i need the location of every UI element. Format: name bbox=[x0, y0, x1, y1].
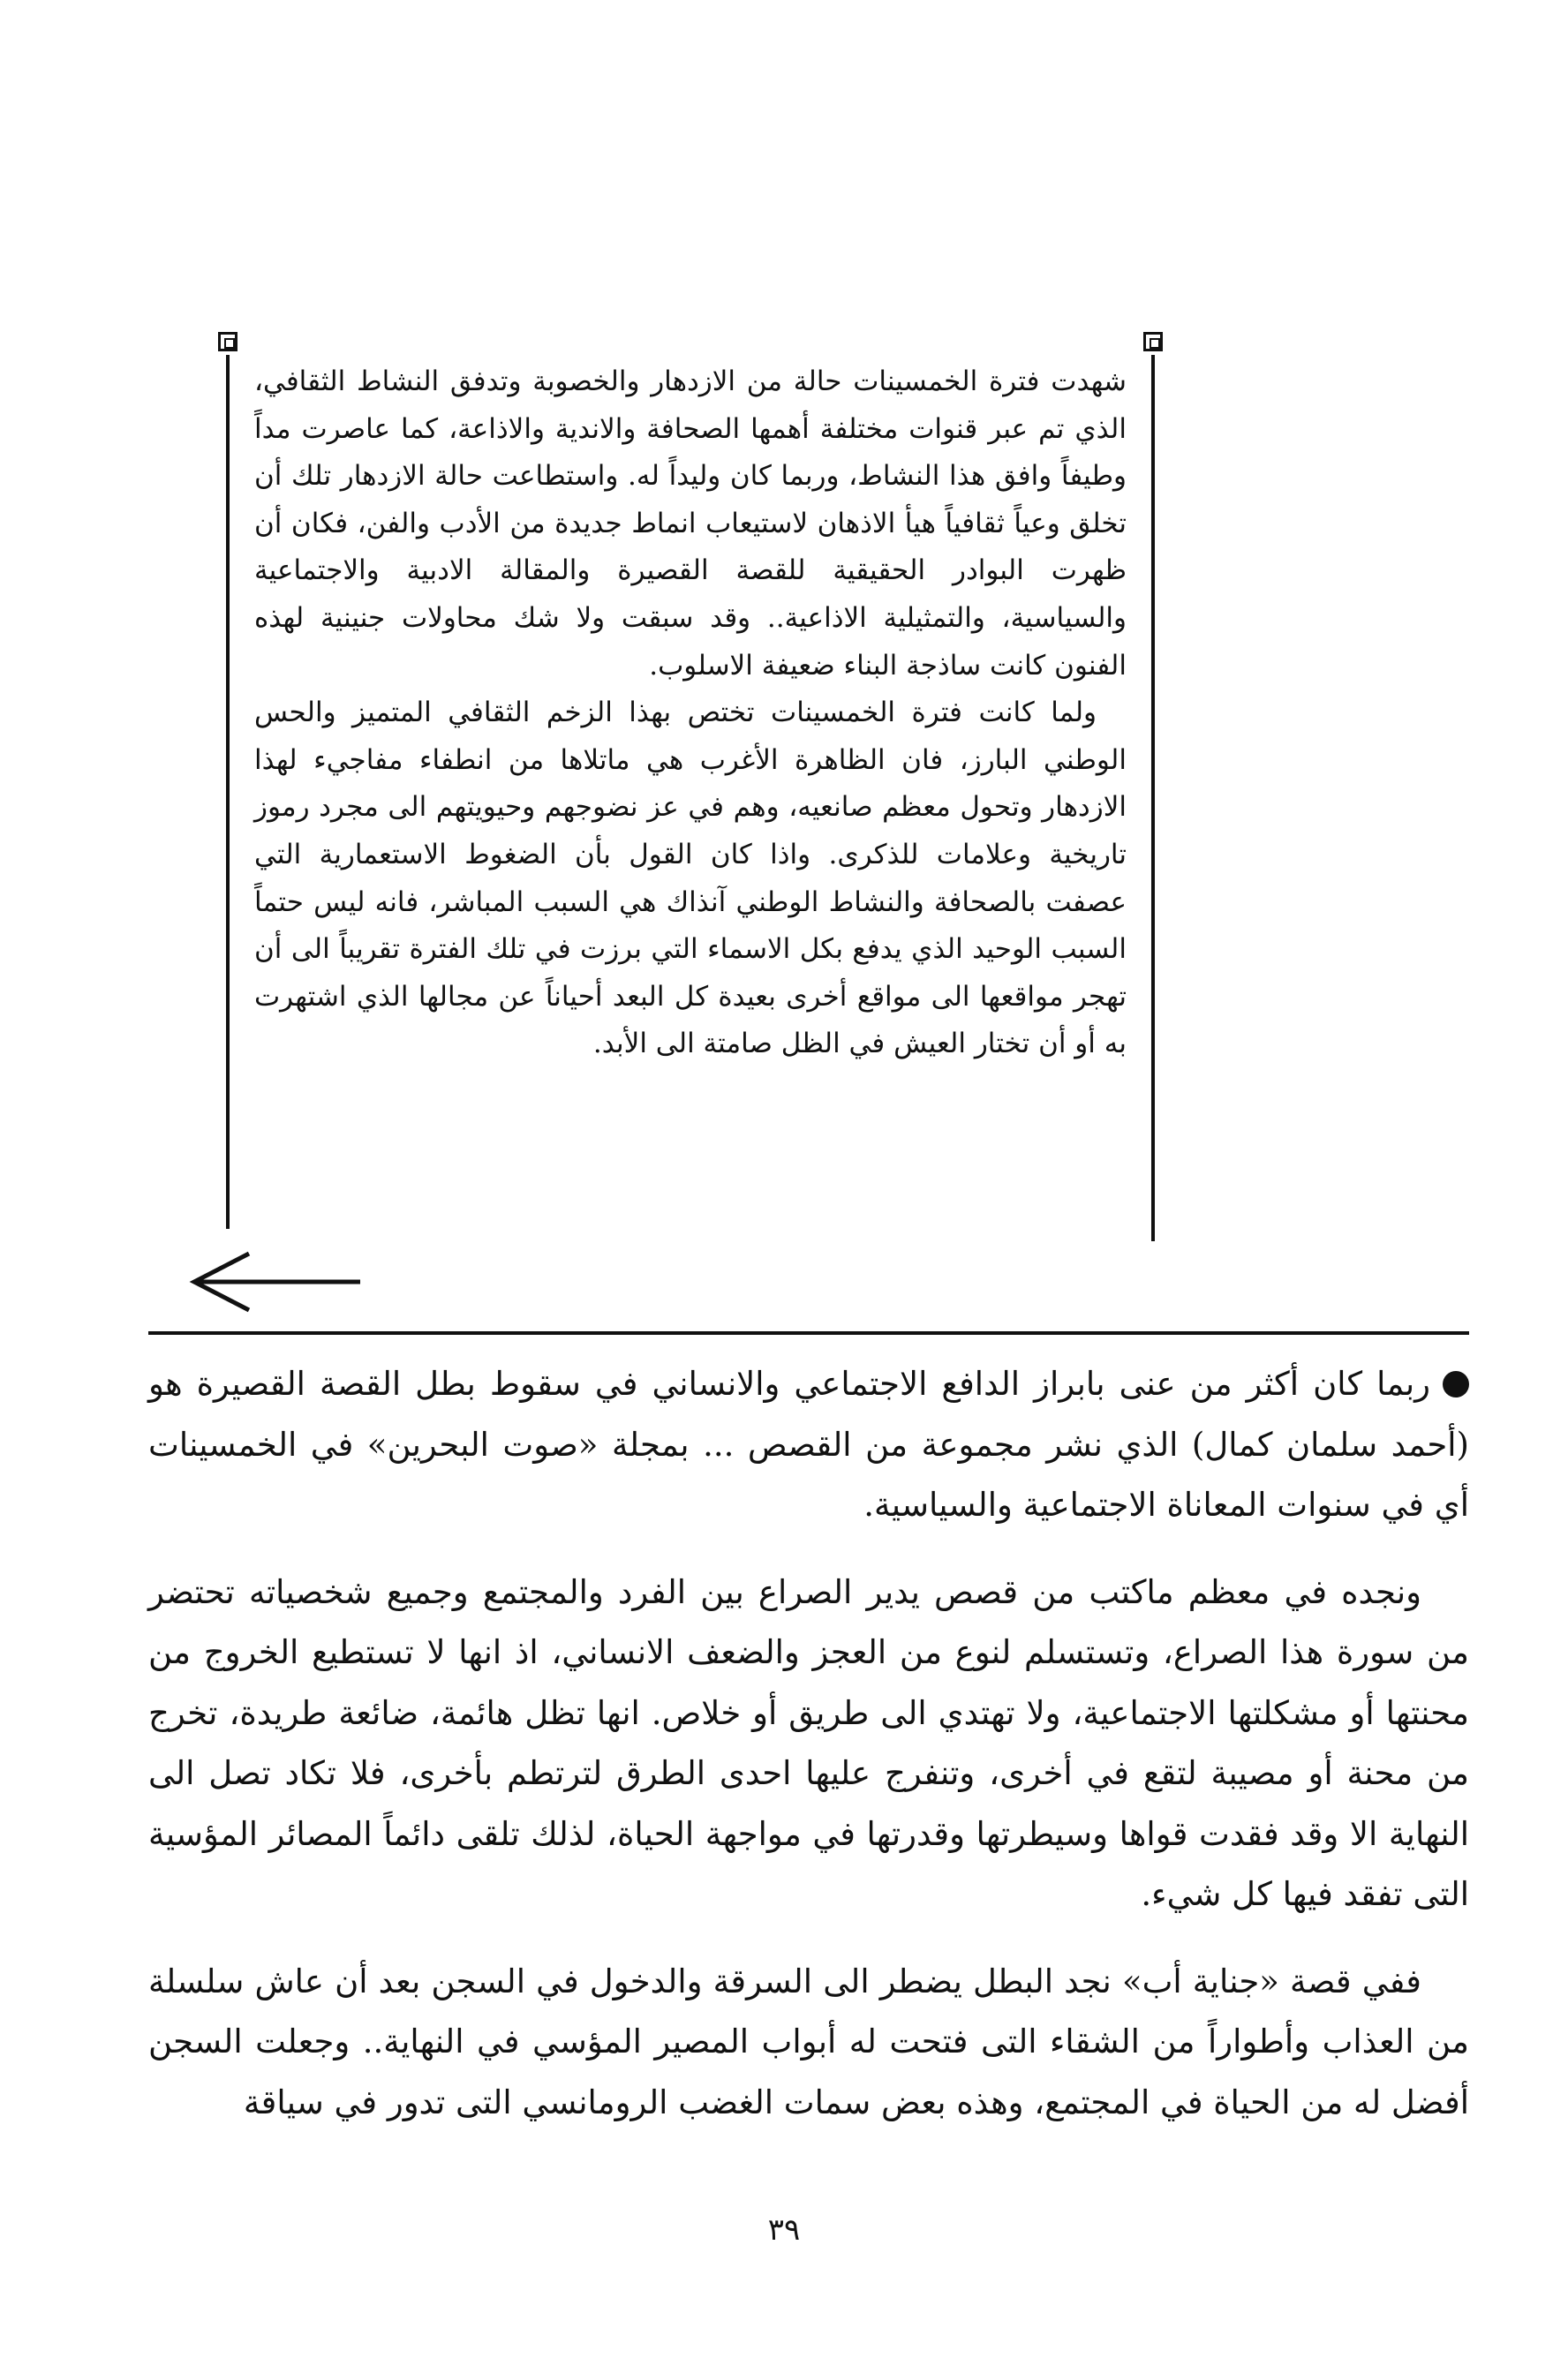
boxed-section bbox=[219, 332, 1162, 1250]
main-paragraph: ففي قصة «جناية أب» نجد البطل يضطر الى السرقة والدخول في السجن بعد أن عاش سلسلة من العذاب وأطواراً من الشقاء التى فتحت له أبواب المصير المؤسي في النهاية.. وجعلت السجن أفضل له من الحياة في المجتمع، وهذه بعض سمات الغضب الرومانسي التى تدور في سياقة bbox=[148, 1962, 1469, 2121]
main-paragraph: ونجده في معظم ماكتب من قصص يدير الصراع بين الفرد والمجتمع وجميع شخصياته تحتضر من سورة هذا الصراع، وتستسلم لنوع من العجز والضعف الانساني، اذ انها لا تستطيع الخروج من محنتها أو مشكلتها الاجتماعية، ولا تهتدي الى طريق أو خلاص. انها تظل هائمة، ضائعة طريدة، تخرج من محنة أو مصيبة لتقع في أخرى، وتنفرج عليها احدى الطرق لترتطم بأخرى، فلا تكاد تصل الى النهاية الا وقد فقدت قواها وسيطرتها وقدرتها في مواجهة الحياة، لذلك تلقى دائماً المصائر المؤسية التى تفقد فيها كل شيء. bbox=[148, 1572, 1469, 1913]
box-right-border bbox=[1151, 355, 1155, 1241]
left-arrow-icon bbox=[184, 1247, 369, 1317]
page-number: ٣٩ bbox=[767, 2212, 801, 2248]
box-left-border bbox=[226, 355, 230, 1229]
box-paragraph: شهدت فترة الخمسينات حالة من الازدهار والخصوبة وتدفق النشاط الثقافي، الذي تم عبر قنوات مختلفة أهمها الصحافة والاندية والاذاعة، كما عاصرت مداً وطيفاً وافق هذا النشاط، وربما كان وليداً له. واستطاعت حالة الازدهار تلك أن تخلق وعياً ثقافياً هيأ الاذهان لاستيعاب انماط جديدة من الأدب والفن، فكان أن ظهرت البوادر الحقيقية للقصة القصيرة والمقالة الادبية والاجتماعية والسياسية، والتمثيلية الاذاعية.. وقد سبقت ولا شك محاولات جنينية لهذه الفنون كانت ساذجة البناء ضعيفة الاسلوب. bbox=[254, 365, 1127, 682]
bullet-dot-icon bbox=[1443, 1371, 1469, 1397]
ornament-square-icon bbox=[1143, 332, 1163, 351]
main-paragraph-text: ربما كان أكثر من عنى بابراز الدافع الاجتماعي والانساني في سقوط بطل القصة القصيرة هو (أحمد سلمان كمال) الذي نشر مجموعة من القصص ... بمجلة «صوت البحرين» في الخمسينات أي في سنوات المعاناة الاجتماعية والسياسية. bbox=[148, 1365, 1469, 1524]
section-divider bbox=[148, 1331, 1469, 1335]
main-paragraph bbox=[148, 1354, 1469, 1536]
boxed-text bbox=[254, 358, 1127, 1068]
ornament-square-icon bbox=[218, 332, 237, 351]
main-text bbox=[148, 1354, 1469, 2133]
box-paragraph: ولما كانت فترة الخمسينات تختص بهذا الزخم الثقافي المتميز والحس الوطني البارز، فان الظاهرة الأغرب هي ماتلاها من انطفاء مفاجيء لهذا الازدهار وتحول معظم صانعيه، وهم في عز نضوجهم وحيويتهم الى مجرد رموز تاريخية وعلامات للذكرى. واذا كان القول بأن الضغوط الاستعمارية التي عصفت بالصحافة والنشاط الوطني آنذاك هي السبب المباشر، فانه ليس حتماً السبب الوحيد الذي يدفع بكل الاسماء التي برزت في تلك الفترة تقريباً الى أن تهجر مواقعها الى مواقع أخرى بعيدة كل البعد أحياناً عن مجالها الذي اشتهرت به أو أن تختار العيش في الظل صامتة الى الأبد. bbox=[254, 697, 1127, 1060]
